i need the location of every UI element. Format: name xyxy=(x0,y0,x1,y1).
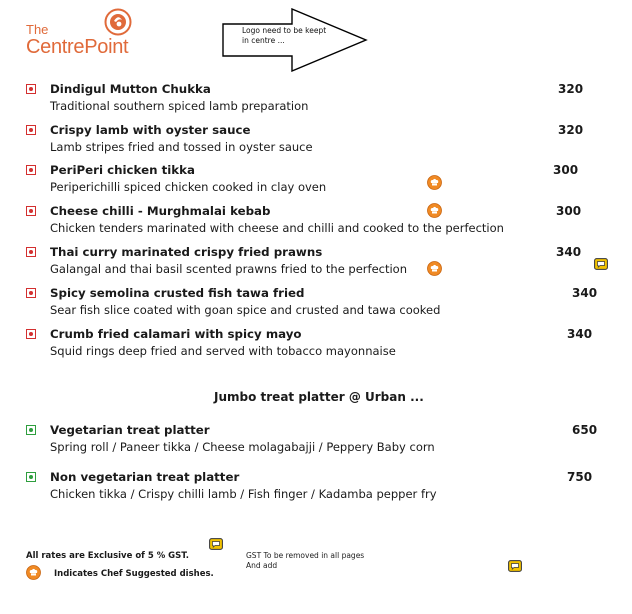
item-desc: Chicken tenders marinated with cheese and chilli and cooked to the perfection xyxy=(50,221,504,235)
section-title: Jumbo treat platter @ Urban ... xyxy=(214,390,424,404)
item-name: Non vegetarian treat platter xyxy=(50,470,240,484)
menu-item xyxy=(26,123,606,159)
veg-mark-icon xyxy=(26,472,36,482)
item-price: 300 xyxy=(556,204,582,218)
arrow-note-line-1: Logo need to be keept xyxy=(242,26,327,35)
menu-item xyxy=(26,327,606,363)
logo-name: CentrePoint xyxy=(26,36,129,58)
chef-hat-icon xyxy=(427,261,442,276)
item-name: Crispy lamb with oyster sauce xyxy=(50,123,251,137)
item-name: Vegetarian treat platter xyxy=(50,423,210,437)
item-price: 340 xyxy=(567,327,593,341)
platter-item xyxy=(26,470,606,506)
item-price: 300 xyxy=(553,163,579,177)
logo xyxy=(26,8,146,62)
nonveg-mark-icon xyxy=(26,288,36,298)
item-name: Spicy semolina crusted fish tawa fried xyxy=(50,286,305,300)
nonveg-mark-icon xyxy=(26,247,36,257)
review-comment-line-1: GST To be removed in all pages xyxy=(246,551,365,560)
menu-item xyxy=(26,204,606,240)
arrow-note xyxy=(242,26,342,46)
item-desc: Chicken tikka / Crispy chilli lamb / Fish finger / Kadamba pepper fry xyxy=(50,487,437,501)
platter-item xyxy=(26,423,606,459)
review-comment-line-2: And add xyxy=(246,561,278,570)
comment-icon[interactable] xyxy=(508,560,522,572)
chef-hat-icon xyxy=(427,175,442,190)
menu-item xyxy=(26,82,606,118)
item-desc: Galangal and thai basil scented prawns fried to the perfection xyxy=(50,262,407,276)
item-price: 320 xyxy=(558,82,584,96)
item-desc: Lamb stripes fried and tossed in oyster sauce xyxy=(50,140,313,154)
menu-item xyxy=(26,286,606,322)
item-price: 340 xyxy=(572,286,598,300)
item-price: 340 xyxy=(556,245,582,259)
nonveg-mark-icon xyxy=(26,125,36,135)
item-desc: Sear fish slice coated with goan spice and crusted and tawa cooked xyxy=(50,303,441,317)
gst-note: All rates are Exclusive of 5 % GST. xyxy=(26,551,190,561)
nonveg-mark-icon xyxy=(26,329,36,339)
arrow-annotation xyxy=(222,8,368,72)
item-name: Cheese chilli - Murghmalai kebab xyxy=(50,204,271,218)
nonveg-mark-icon xyxy=(26,84,36,94)
item-name: Dindigul Mutton Chukka xyxy=(50,82,211,96)
item-desc: Traditional southern spiced lamb preparation xyxy=(50,99,309,113)
chef-hat-icon xyxy=(427,203,442,218)
comment-icon[interactable] xyxy=(594,258,608,270)
item-name: Crumb fried calamari with spicy mayo xyxy=(50,327,302,341)
item-desc: Squid rings deep fried and served with tobacco mayonnaise xyxy=(50,344,396,358)
comment-icon[interactable] xyxy=(209,538,223,550)
item-name: Thai curry marinated crispy fried prawns xyxy=(50,245,323,259)
nonveg-mark-icon xyxy=(26,206,36,216)
review-comment xyxy=(246,551,364,571)
item-desc: Spring roll / Paneer tikka / Cheese molagabajji / Peppery Baby corn xyxy=(50,440,435,454)
item-price: 320 xyxy=(558,123,584,137)
logo-the: The xyxy=(26,22,49,37)
arrow-note-line-2: in centre ... xyxy=(242,36,285,45)
menu-item xyxy=(26,163,606,199)
chef-note: Indicates Chef Suggested dishes. xyxy=(54,569,214,579)
item-price: 650 xyxy=(572,423,598,437)
item-desc: Periperichilli spiced chicken cooked in clay oven xyxy=(50,180,327,194)
logo-mark-icon xyxy=(104,8,132,36)
nonveg-mark-icon xyxy=(26,165,36,175)
menu-item xyxy=(26,245,606,281)
item-name: PeriPeri chicken tikka xyxy=(50,163,195,177)
chef-hat-icon xyxy=(26,565,41,580)
item-price: 750 xyxy=(567,470,593,484)
veg-mark-icon xyxy=(26,425,36,435)
